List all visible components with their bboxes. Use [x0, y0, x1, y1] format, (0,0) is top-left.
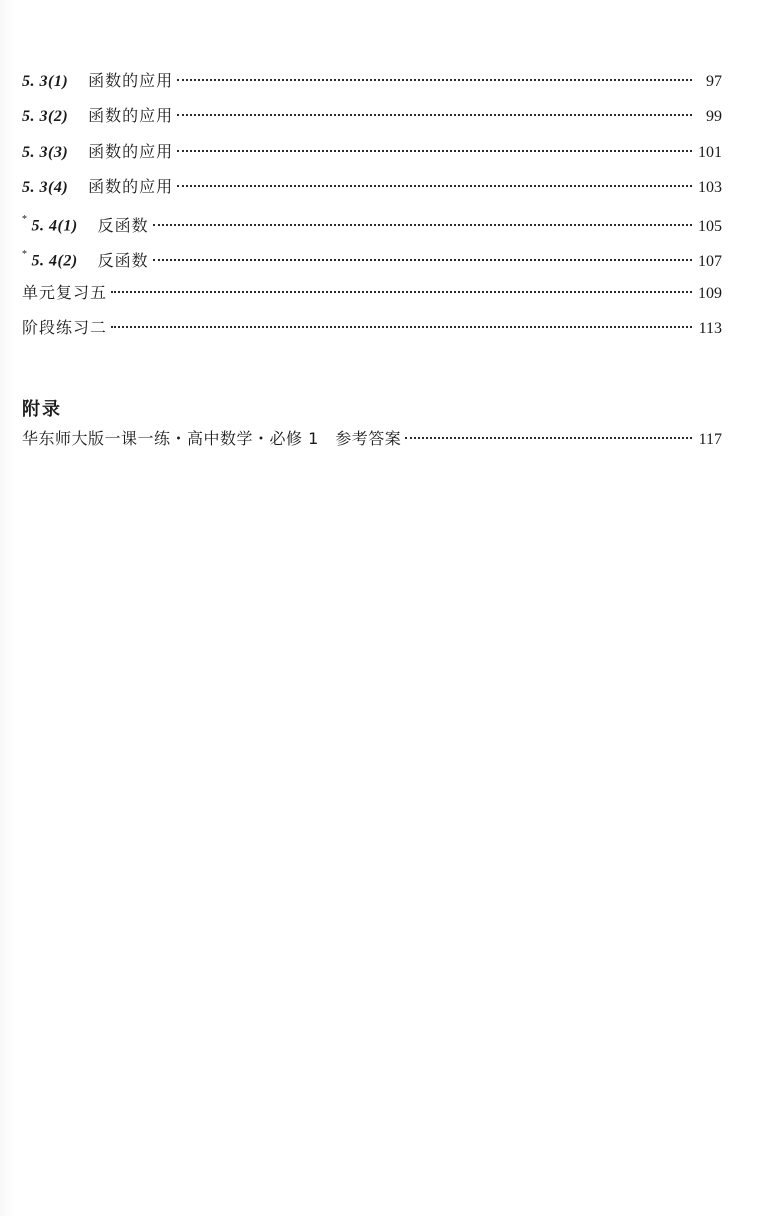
page-number: 101: [698, 143, 722, 161]
optional-asterisk: *: [22, 249, 28, 261]
section-title: 反函数: [97, 250, 149, 270]
toc-entry[interactable]: [22, 428, 722, 463]
table-of-contents: [22, 70, 722, 352]
dot-leader: [177, 114, 692, 116]
page-number: 109: [698, 284, 722, 302]
page-number: 99: [706, 108, 722, 126]
dot-leader: [153, 259, 692, 261]
optional-asterisk: *: [22, 214, 28, 226]
dot-leader: [405, 437, 692, 439]
section-title: 函数的应用: [88, 176, 174, 196]
appendix-title: 华东师大版一课一练・高中数学・必修 1 参考答案: [22, 429, 402, 448]
section-number: 5. 3(3): [22, 143, 69, 161]
page-number: 117: [698, 431, 722, 448]
dot-leader: [111, 326, 692, 328]
dot-leader: [153, 224, 692, 226]
appendix-heading: 附录: [22, 399, 62, 420]
appendix-list: [22, 428, 722, 463]
section-title: 单元复习五: [22, 282, 108, 302]
section-number: 5. 3(2): [22, 108, 69, 126]
toc-entry[interactable]: [22, 282, 722, 317]
section-number-text: 5. 4(2): [31, 252, 78, 270]
dot-leader: [177, 79, 692, 81]
section-number-text: 5. 4(1): [31, 217, 78, 235]
toc-entry[interactable]: [22, 246, 722, 281]
toc-entry[interactable]: [22, 105, 722, 140]
section-title: 阶段练习二: [22, 318, 108, 338]
dot-leader: [177, 150, 692, 152]
section-number: [22, 211, 78, 237]
section-number: 5. 3(4): [22, 178, 69, 196]
page-number: 103: [698, 178, 722, 196]
toc-entry[interactable]: [22, 317, 722, 352]
page-number: 105: [698, 217, 722, 235]
section-title: 函数的应用: [88, 141, 174, 161]
section-number: 5. 3(1): [22, 73, 69, 90]
section-title: 函数的应用: [88, 106, 174, 126]
section-number: [22, 246, 78, 272]
page-number: 107: [698, 252, 722, 270]
page-number: 97: [706, 73, 722, 90]
section-title: 函数的应用: [88, 71, 174, 90]
section-title: 反函数: [97, 215, 149, 235]
toc-entry[interactable]: [22, 211, 722, 246]
toc-entry[interactable]: [22, 141, 722, 176]
page-number: 113: [698, 320, 722, 338]
dot-leader: [111, 291, 692, 293]
toc-entry[interactable]: [22, 176, 722, 211]
toc-entry[interactable]: [22, 70, 722, 105]
dot-leader: [177, 185, 692, 187]
